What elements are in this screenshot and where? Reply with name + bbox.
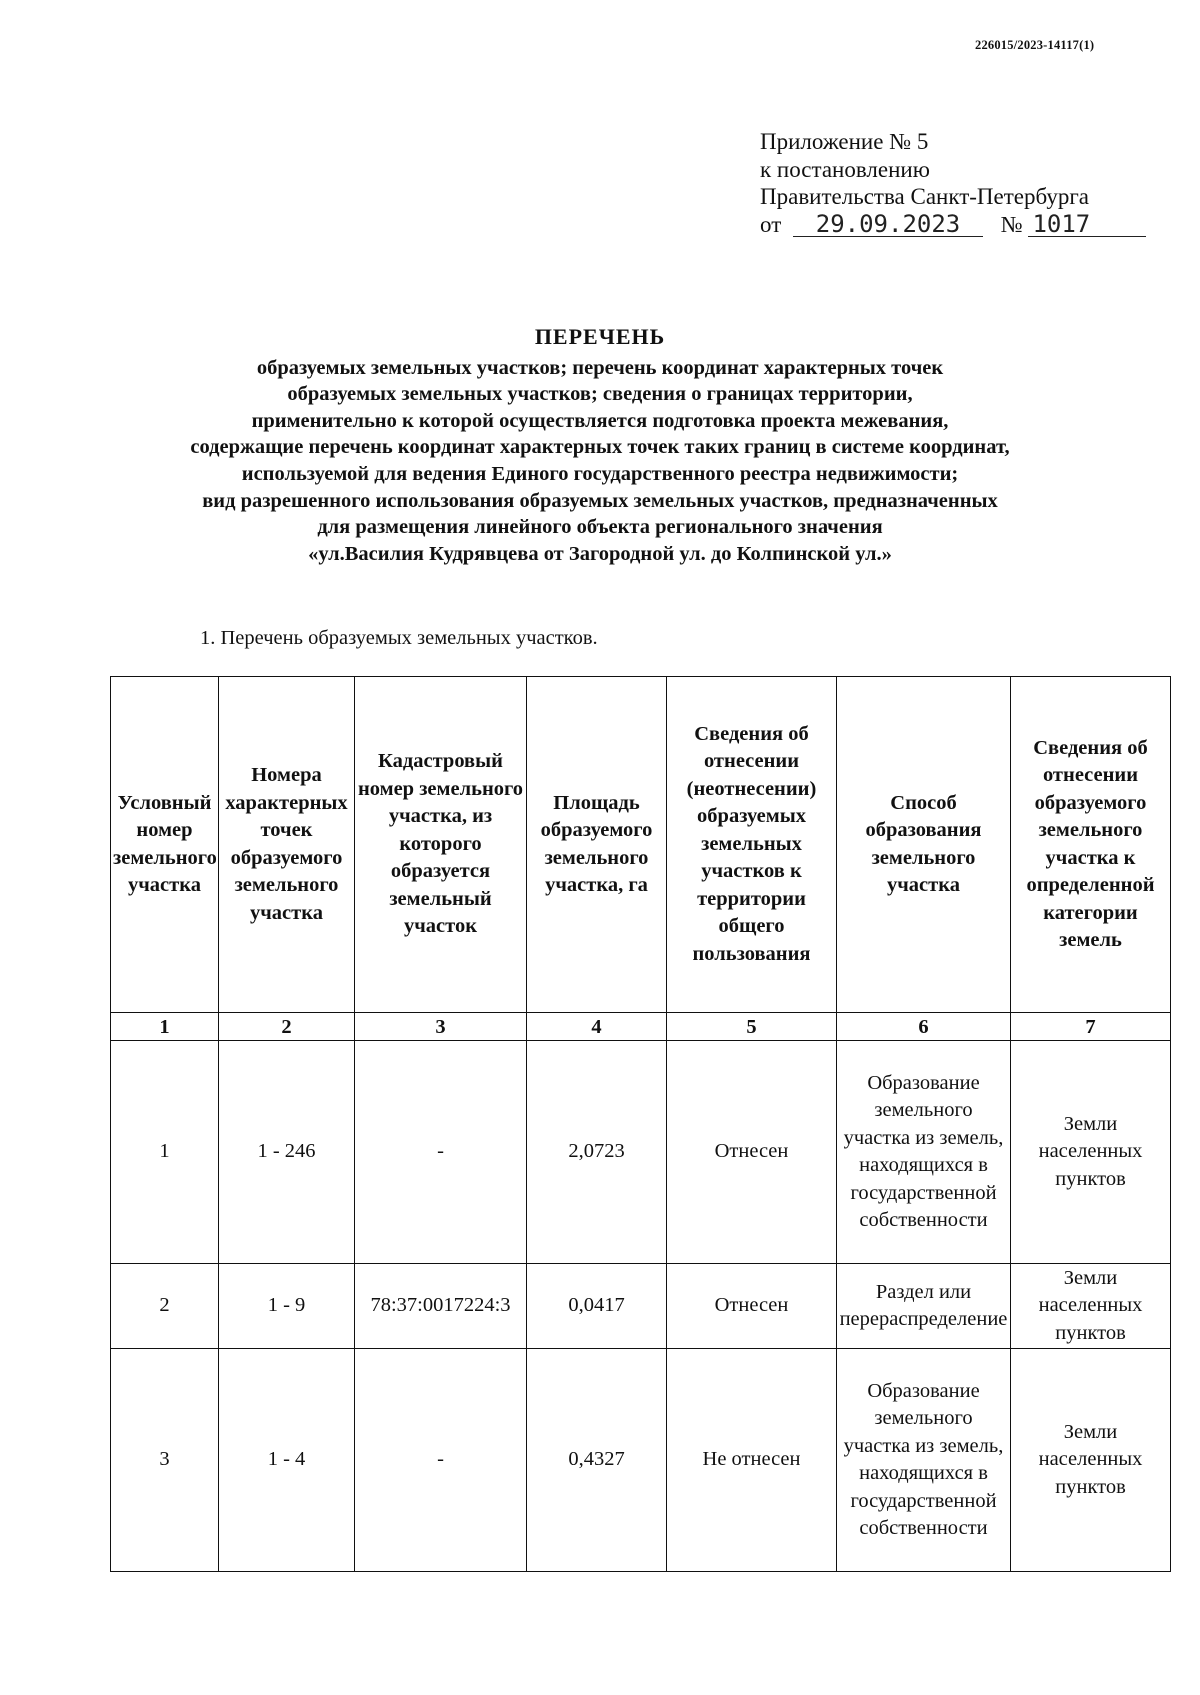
cell-cadastral-number: - (355, 1349, 527, 1572)
cell-cadastral-number: 78:37:0017224:3 (355, 1264, 527, 1349)
column-number: 7 (1011, 1013, 1171, 1041)
title-line: для размещения линейного объекта регионального значения (317, 516, 883, 539)
appendix-date-row (760, 211, 1120, 239)
document-id: 226015/2023-14117(1) (975, 38, 1095, 52)
cell-cadastral-number: - (355, 1041, 527, 1264)
appendix-block (760, 128, 1120, 238)
resolution-number: 1017 (1028, 212, 1146, 237)
header-cadastral-number: Кадастровый номер земельного участка, из которого образуется земельный участок (355, 677, 527, 1013)
appendix-line-1: Приложение № 5 (760, 129, 929, 154)
title-line: образуемых земельных участков; перечень координат характерных точек (256, 356, 944, 379)
header-point-numbers: Номера характерных точек образуемого земельного участка (219, 677, 355, 1013)
cell-conditional-number: 1 (111, 1041, 219, 1264)
column-number: 5 (667, 1013, 837, 1041)
header-land-category: Сведения об отнесении образуемого земельного участка к определенной категории земель (1011, 677, 1171, 1013)
title-line: используемой для ведения Единого государственного реестра недвижимости; (241, 462, 959, 485)
title-main: ПЕРЕЧЕНЬ (534, 324, 666, 349)
header-formation-method: Способ образования земельного участка (837, 677, 1011, 1013)
header-conditional-number: Условный номер земельного участка (111, 677, 219, 1013)
header-area: Площадь образуемого земельного участка, га (527, 677, 667, 1013)
cell-formation-method: Раздел или перераспределение (837, 1264, 1011, 1349)
cell-area: 0,0417 (527, 1264, 667, 1349)
column-number: 6 (837, 1013, 1011, 1041)
document-title (100, 324, 1100, 567)
cell-land-category: Земли населенных пунктов (1011, 1264, 1171, 1349)
cell-point-numbers: 1 - 9 (219, 1264, 355, 1349)
column-number: 1 (111, 1013, 219, 1041)
resolution-date: 29.09.2023 (793, 212, 983, 237)
cell-public-use: Не отнесен (667, 1349, 837, 1572)
cell-conditional-number: 2 (111, 1264, 219, 1349)
cell-land-category: Земли населенных пунктов (1011, 1349, 1171, 1572)
table-row (111, 1041, 1171, 1264)
title-line: образуемых земельных участков; сведения о границах территории, (287, 383, 913, 406)
header-public-use: Сведения об отнесении (неотнесении) образуемых земельных участков к территории общего пользования (667, 677, 837, 1013)
title-line: вид разрешенного использования образуемых земельных участков, предназначенных (202, 489, 998, 512)
column-number: 2 (219, 1013, 355, 1041)
column-number: 3 (355, 1013, 527, 1041)
cell-conditional-number: 3 (111, 1349, 219, 1572)
cell-formation-method: Образование земельного участка из земель, находящихся в государственной собственности (837, 1349, 1011, 1572)
title-line: содержащие перечень координат характерных точек таких границ в системе координат, (190, 436, 1010, 459)
table-row (111, 1349, 1171, 1572)
cell-point-numbers: 1 - 246 (219, 1041, 355, 1264)
cell-point-numbers: 1 - 4 (219, 1349, 355, 1572)
appendix-line-3: Правительства Санкт-Петербурга (760, 184, 1089, 209)
title-line: применительно к которой осуществляется подготовка проекта межевания, (251, 409, 949, 432)
table-row (111, 1264, 1171, 1349)
cell-area: 2,0723 (527, 1041, 667, 1264)
cell-formation-method: Образование земельного участка из земель, находящихся в государственной собственности (837, 1041, 1011, 1264)
land-plots-table (110, 676, 1171, 1572)
from-label: от (760, 211, 782, 237)
column-number: 4 (527, 1013, 667, 1041)
appendix-line-2: к постановлению (760, 156, 930, 182)
column-number-row (111, 1013, 1171, 1041)
title-line: «ул.Василия Кудрявцева от Загородной ул. до Колпинской ул.» (308, 542, 892, 565)
cell-public-use: Отнесен (667, 1041, 837, 1264)
cell-public-use: Отнесен (667, 1264, 837, 1349)
number-label: № (1000, 211, 1023, 237)
cell-area: 0,4327 (527, 1349, 667, 1572)
section-heading: 1. Перечень образуемых земельных участков. (200, 627, 598, 649)
cell-land-category: Земли населенных пунктов (1011, 1041, 1171, 1264)
table-header-row (111, 677, 1171, 1013)
